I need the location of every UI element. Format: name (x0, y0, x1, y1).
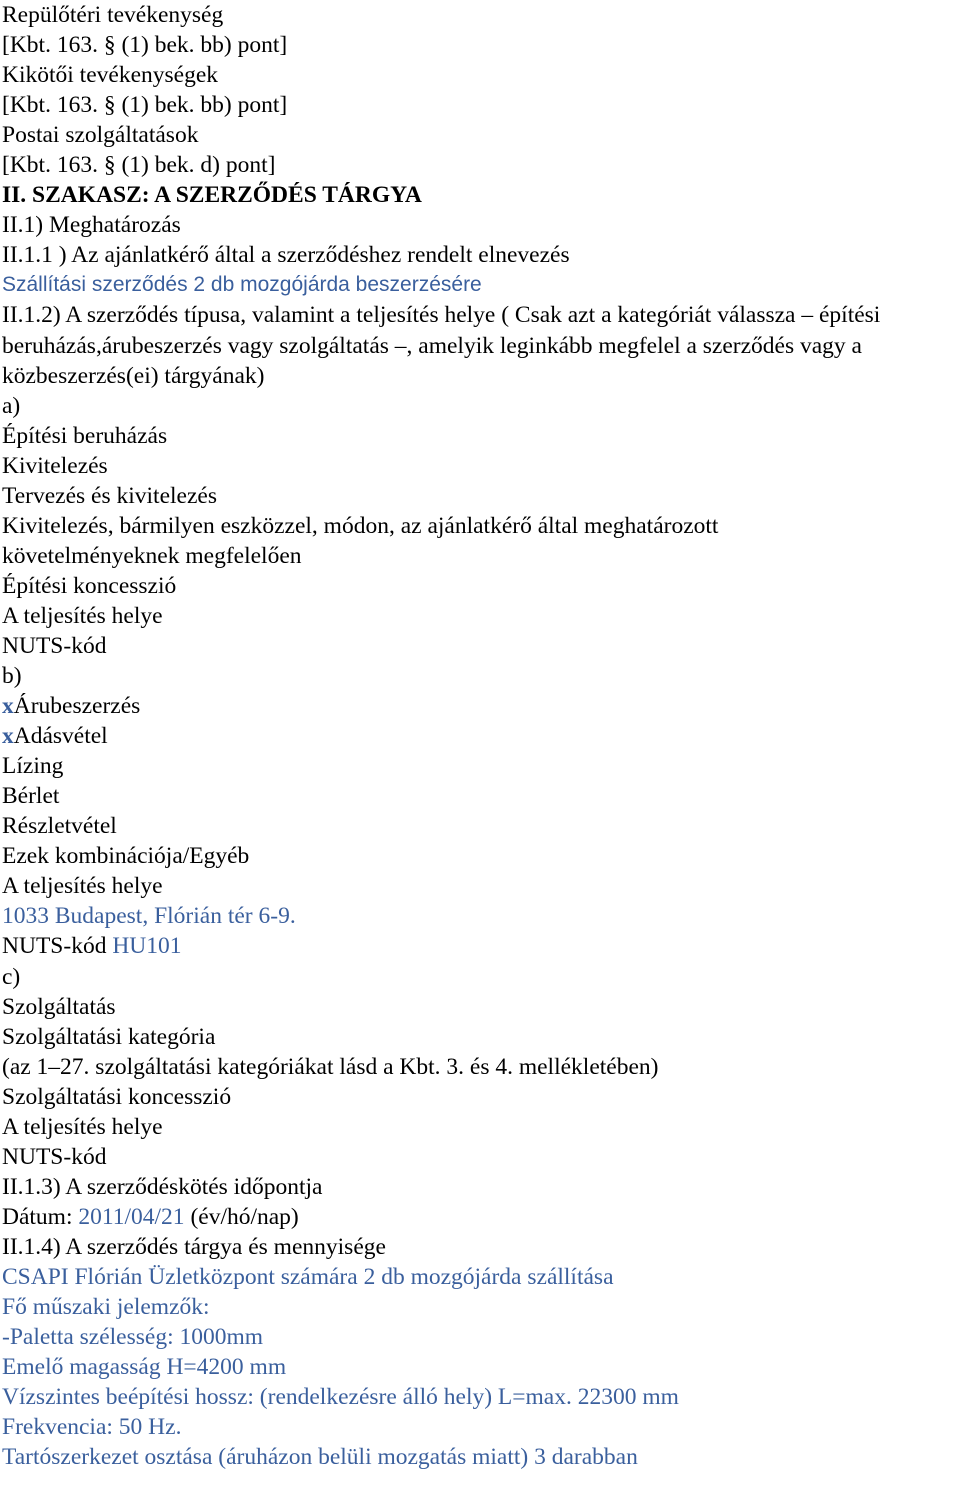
spec-line: Fő műszaki jelemzők: (2, 1294, 210, 1321)
text-line: b) (2, 663, 22, 690)
nuts-code-line (2, 931, 960, 961)
date-format: (év/hó/nap) (190, 1203, 299, 1230)
spec-line: Frekvencia: 50 Hz. (2, 1414, 182, 1441)
text-line: Építési koncesszió (2, 572, 177, 599)
text-line: Szolgáltatási kategória (2, 1023, 216, 1050)
contract-type-paragraph: II.1.2) A szerződés típusa, valamint a teljesítés helye ( Csak azt a kategóriát válassza – építési beruházás,árubeszerzés vagy szolgáltatás –, amelyik leginkább megfelel a szerződés vagy a közbeszerzés(ei) tárgyának) (2, 302, 881, 389)
section-heading: II. SZAKASZ: A SZERZŐDÉS TÁRGYA (2, 182, 422, 209)
text-line: [Kbt. 163. § (1) bek. bb) pont] (2, 32, 288, 59)
contract-subject-value: CSAPI Flórián Üzletközpont számára 2 db mozgójárda szállítása (2, 1263, 614, 1290)
text-line: (az 1–27. szolgáltatási kategóriákat lásd a Kbt. 3. és 4. mellékletében) (2, 1053, 659, 1080)
contract-name-value: Szállítási szerződés 2 db mozgójárda beszerzésére (2, 273, 482, 297)
spec-line: Emelő magasság H=4200 mm (2, 1354, 287, 1381)
date-label: Dátum: (2, 1203, 73, 1230)
text-line: Ezek kombinációja/Egyéb (2, 843, 250, 870)
text-line: Szolgáltatás (2, 993, 116, 1020)
check-mark: x (2, 693, 14, 720)
checked-option-arubeszerzes (2, 691, 960, 721)
text-line: II.1.1 ) Az ajánlatkérő által a szerződéshez rendelt elnevezés (2, 242, 570, 269)
text-line: Repülőtéri tevékenység (2, 2, 224, 28)
date-value: 2011/04/21 (78, 1203, 185, 1230)
option-label: Adásvétel (13, 723, 108, 750)
text-line: A teljesítés helye (2, 873, 163, 900)
text-line: Bérlet (2, 783, 60, 810)
nuts-code-label: NUTS-kód (2, 933, 107, 960)
text-line: Építési beruházás (2, 422, 168, 449)
text-line: [Kbt. 163. § (1) bek. bb) pont] (2, 92, 288, 119)
text-line: A teljesítés helye (2, 602, 163, 629)
nuts-code-value: HU101 (112, 933, 182, 960)
check-mark: x (2, 723, 14, 750)
option-label: Árubeszerzés (13, 693, 141, 720)
text-line: A teljesítés helye (2, 1113, 163, 1140)
spec-line: Vízszintes beépítési hossz: (rendelkezésre álló hely) L=max. 22300 mm (2, 1384, 679, 1411)
place-of-performance-value: 1033 Budapest, Flórián tér 6-9. (2, 903, 296, 930)
date-line (2, 1202, 960, 1232)
text-line: Részletvétel (2, 813, 117, 840)
subsection-heading: II.1) Meghatározás (2, 212, 181, 239)
subsection-heading: II.1.4) A szerződés tárgya és mennyisége (2, 1233, 386, 1260)
checked-option-adasvetel (2, 721, 960, 751)
text-line: Szolgáltatási koncesszió (2, 1083, 232, 1110)
spec-line: -Paletta szélesség: 1000mm (2, 1324, 264, 1351)
spec-line: Tartószerkezet osztása (áruházon belüli mozgatás miatt) 3 darabban (2, 1444, 638, 1471)
text-line: Kivitelezés, bármilyen eszközzel, módon, az ajánlatkérő által meghatározott (2, 512, 719, 539)
text-line: [Kbt. 163. § (1) bek. d) pont] (2, 152, 276, 179)
text-line: a) (2, 392, 21, 419)
text-line: c) (2, 963, 21, 990)
subsection-heading: II.1.3) A szerződéskötés időpontja (2, 1173, 323, 1200)
text-line: NUTS-kód (2, 632, 107, 659)
text-line: Tervezés és kivitelezés (2, 482, 217, 509)
text-line: követelményeknek megfelelően (2, 542, 302, 569)
text-line: Lízing (2, 753, 64, 780)
text-line: Postai szolgáltatások (2, 122, 199, 149)
text-line: NUTS-kód (2, 1143, 107, 1170)
text-line: Kikötői tevékenységek (2, 62, 219, 89)
text-line: Kivitelezés (2, 452, 108, 479)
